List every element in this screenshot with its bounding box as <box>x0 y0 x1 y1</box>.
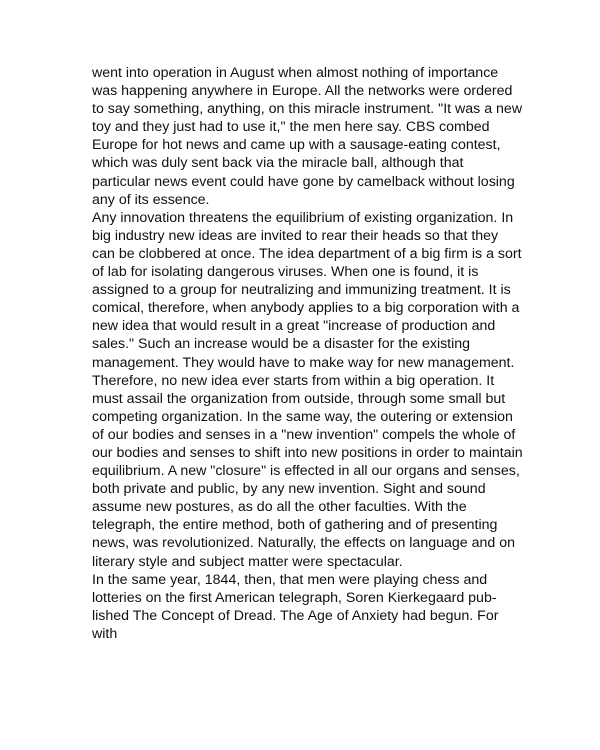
text-line: competing organization. In the same way, the outering or extension <box>92 408 513 425</box>
text-line: any of its essence. <box>92 191 210 208</box>
text-line: of our bodies and senses in a "new invention" compels the whole of <box>92 426 516 443</box>
text-line: new idea that would result in a great "increase of production and <box>92 318 496 335</box>
text-line: equilibrium. A new "closure" is effected in all our organs and senses, <box>92 463 520 480</box>
text-line: telegraph, the entire method, both of gathering and of presenting <box>92 517 498 534</box>
text-line: can be clobbered at once. The idea department of a big firm is a sort <box>92 245 522 262</box>
text-line: went into operation in August when almost nothing of importance <box>92 65 499 81</box>
text-line: was happening anywhere in Europe. All the networks were ordered <box>92 83 513 100</box>
body-text <box>92 64 528 643</box>
text-line: lotteries on the first American telegraph, Soren Kierkegaard pub- <box>92 589 497 606</box>
paragraph-2 <box>92 209 528 571</box>
text-line: assume new postures, as do all the other faculties. With the <box>92 499 467 516</box>
text-line: Any innovation threatens the equilibrium of existing organization. In <box>92 209 514 226</box>
text-line: management. They would have to make way for new management. <box>92 354 515 371</box>
text-line: Europe for hot news and came up with a sausage-eating contest, <box>92 137 501 154</box>
text-line: sales." Such an increase would be a disaster for the existing <box>92 336 471 353</box>
text-line: In the same year, 1844, then, that men were playing chess and <box>92 571 488 588</box>
text-line: particular news event could have gone by camelback without losing <box>92 173 515 190</box>
text-line: assigned to a group for neutralizing and immunizing treatment. It is <box>92 282 511 299</box>
text-line: with <box>92 625 118 642</box>
text-line: literary style and subject matter were spectacular. <box>92 553 403 570</box>
paragraph-1 <box>92 64 528 209</box>
text-line: of lab for isolating dangerous viruses. When one is found, it is <box>92 264 479 281</box>
text-line: both private and public, by any new invention. Sight and sound <box>92 481 486 498</box>
text-line: lished The Concept of Dread. The Age of Anxiety had begun. For <box>92 607 499 624</box>
text-line: our bodies and senses to shift into new positions in order to maintain <box>92 444 523 461</box>
text-line: comical, therefore, when anybody applies to a big corporation with a <box>92 300 520 317</box>
text-line: big industry new ideas are invited to rear their heads so that they <box>92 227 499 244</box>
text-line: must assail the organization from outside, through some small but <box>92 390 506 407</box>
text-line: which was duly sent back via the miracle ball, although that <box>92 155 464 172</box>
text-line: news, was revolutionized. Naturally, the effects on language and on <box>92 535 515 552</box>
text-line: to say something, anything, on this miracle instrument. "It was a new <box>92 101 523 118</box>
text-line: Therefore, no new idea ever starts from within a big operation. It <box>92 372 495 389</box>
text-line: toy and they just had to use it," the men here say. CBS combed <box>92 119 490 136</box>
paragraph-3 <box>92 571 528 643</box>
